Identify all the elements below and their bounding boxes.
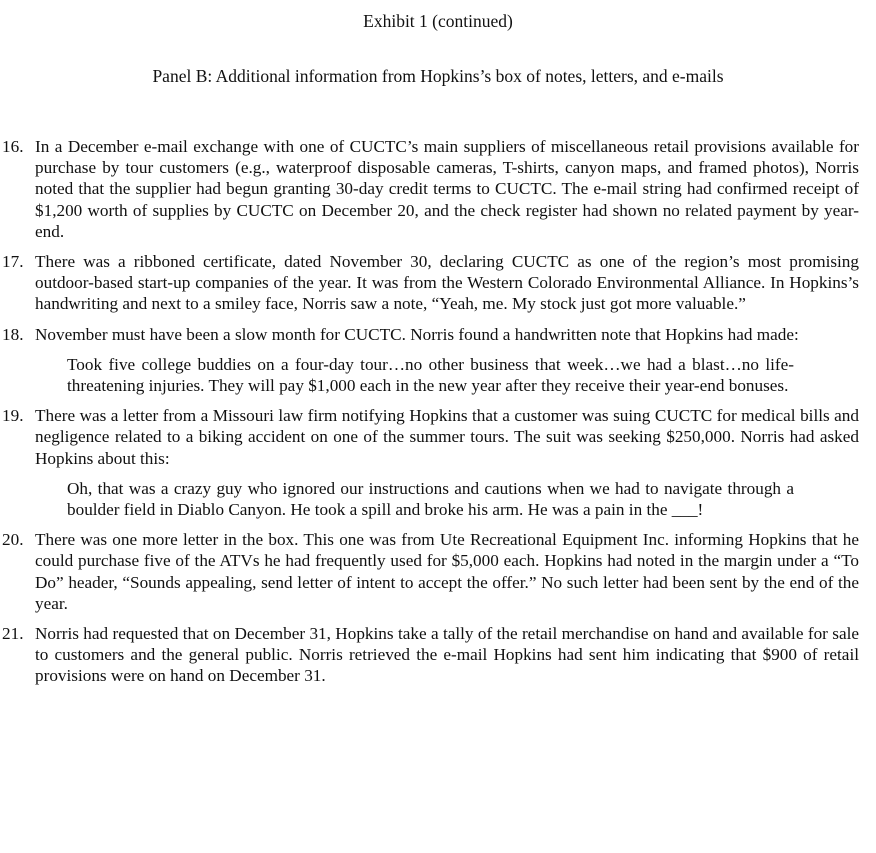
item-number: 20. <box>2 530 24 550</box>
item-number: 18. <box>2 324 24 344</box>
item-number: 19. <box>2 406 24 426</box>
item-text: There was a ribboned certificate, dated November 30, declaring CUCTC as one of the region’s most promising outdoor-based start-up companies of the year. It was from the Western Colorado Environmental Alliance. In Hopkins’s handwriting and next to a smiley face, Norris saw a note, “Yeah, me. My stock just got more valuable.” <box>35 252 859 314</box>
item-number: 16. <box>2 137 24 156</box>
numbered-list <box>0 136 876 696</box>
list-item-21 <box>0 623 876 687</box>
exhibit-title: Exhibit 1 (continued) <box>363 11 513 31</box>
item-text: In a December e-mail exchange with one of CUCTC’s main suppliers of miscellaneous retail provisions available for purchase by tour customers (e.g., waterproof disposable cameras, T-shirts, canyon maps, and framed photos), Norris noted that the supplier had begun granting 30-day credit terms to CUCTC. The e-mail string had confirmed receipt of $1,200 worth of supplies by CUCTC on December 20, and the check register had shown no related payment by year-end. <box>35 137 859 241</box>
item-quote: Took five college buddies on a four-day tour…no other business that week…we had a blast…no life-threatening injuries. They will pay $1,000 each in the new year after they receive their year-end bonuses. <box>67 354 794 396</box>
item-number: 17. <box>2 252 24 272</box>
item-number: 21. <box>2 624 24 644</box>
item-quote: Oh, that was a crazy guy who ignored our instructions and cautions when we had to navigate through a boulder field in Diablo Canyon. He took a spill and broke his arm. He was a pain in the ___! <box>67 478 794 520</box>
item-text: There was one more letter in the box. This one was from Ute Recreational Equipment Inc. informing Hopkins that he could purchase five of the ATVs he had frequently used for $5,000 each. Hopkins had noted in the margin under a “To Do” header, “Sounds appealing, send letter of intent to accept the offer.” No such letter had been sent by the end of the year. <box>35 530 859 613</box>
list-item-17 <box>0 251 876 315</box>
panel-title: Panel B: Additional information from Hopkins’s box of notes, letters, and e-mails <box>152 66 724 86</box>
list-item-18 <box>0 324 876 397</box>
item-text: November must have been a slow month for CUCTC. Norris found a handwritten note that Hopkins had made: <box>35 324 799 344</box>
item-text: Norris had requested that on December 31, Hopkins take a tally of the retail merchandise on hand and available for sale to customers and the general public. Norris retrieved the e-mail Hopkins had sent him indicating that $900 of retail provisions were on hand on December 31. <box>35 624 859 686</box>
list-item-16 <box>0 136 876 242</box>
list-item-19 <box>0 405 876 520</box>
list-item-20 <box>0 529 876 614</box>
item-text: There was a letter from a Missouri law firm notifying Hopkins that a customer was suing CUCTC for medical bills and negligence related to a biking accident on one of the summer tours. The suit was seeking $250,000. Norris had asked Hopkins about this: <box>35 406 859 468</box>
